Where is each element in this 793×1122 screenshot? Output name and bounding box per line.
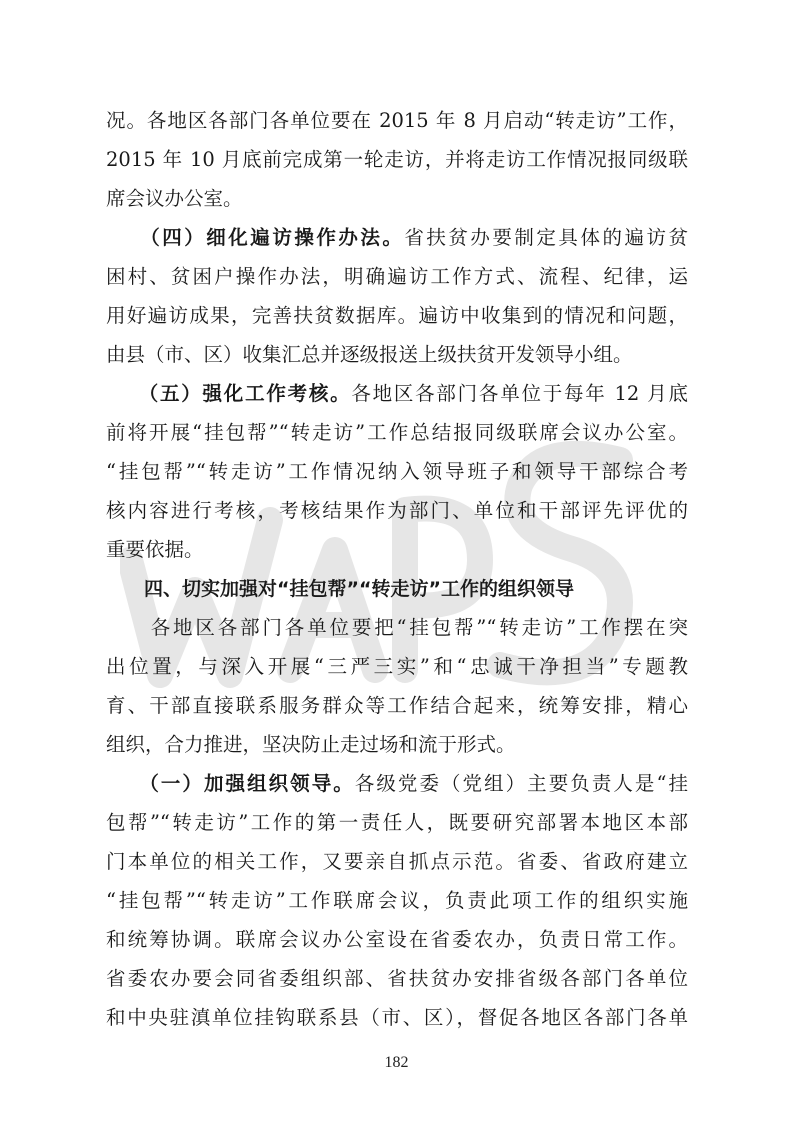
text-line (106, 413, 688, 453)
text-line (106, 218, 688, 258)
subsection-title: （五）强化工作考核。 (106, 382, 352, 405)
line-text: 核内容进行考核，考核结果作为部门、单位和干部评先评优的 (106, 499, 688, 522)
line-text: 重要依据。 (106, 538, 204, 561)
text-line (106, 140, 688, 180)
line-text: 前将开展“挂包帮”“转走访”工作总结报同级联席会议办公室。 (106, 421, 688, 444)
line-text: “挂包帮”“转走访”工作情况纳入领导班子和领导干部综合考 (106, 460, 688, 483)
line-text: “挂包帮”“转走访”工作联席会议，负责此项工作的组织实施 (106, 889, 688, 912)
line-text: 门本单位的相关工作，又要亲自抓点示范。省委、省政府建立 (106, 850, 688, 873)
line-text: 省扶贫办要制定具体的遍访贫 (404, 226, 688, 249)
line-text: 况。各地区各部门各单位要在 2015 年 8 月启动“转走访”工作， (106, 109, 688, 132)
text-line (106, 881, 688, 921)
line-text: 育、干部直接联系服务群众等工作结合起来，统筹安排，精心 (106, 694, 688, 717)
text-line (106, 647, 688, 687)
text-line (106, 920, 688, 960)
text-line (106, 998, 688, 1038)
text-line (106, 335, 688, 375)
line-text: 省委农办要会同省委组织部、省扶贫办安排省级各部门各单位 (106, 967, 688, 990)
text-line (106, 257, 688, 297)
line-text: 各级党委（党组）主要负责人是“挂 (354, 772, 688, 795)
text-line (106, 491, 688, 531)
line-text: 和中央驻滇单位挂钩联系县（市、区），督促各地区各部门各单 (106, 1006, 688, 1029)
line-text: 组织，合力推进，坚决防止走过场和流于形式。 (106, 733, 516, 756)
text-line (106, 452, 688, 492)
section-heading (106, 569, 688, 609)
text-line (106, 686, 688, 726)
line-text: 和统筹协调。联席会议办公室设在省委农办，负责日常工作。 (106, 928, 688, 951)
page-number: 182 (384, 1054, 409, 1071)
subsection-title: （一）加强组织领导。 (106, 772, 355, 795)
line-text: 包帮”“转走访”工作的第一责任人，既要研究部署本地区本部 (106, 811, 688, 834)
text-line (106, 101, 688, 141)
subsection-title: （四）细化遍访操作办法。 (106, 226, 405, 249)
line-text: 出位置，与深入开展“三严三实”和“忠诚干净担当”专题教 (106, 655, 688, 678)
text-line (106, 530, 688, 570)
text-line (106, 296, 688, 336)
line-text: 困村、贫困户操作办法，明确遍访工作方式、流程、纪律，运 (106, 265, 688, 288)
line-text: 2015 年 10 月底前完成第一轮走访，并将走访工作情况报同级联 (106, 148, 688, 171)
text-line (106, 725, 688, 765)
line-text: 由县（市、区）收集汇总并逐级报送上级扶贫开发领导小组。 (106, 343, 633, 366)
text-line (106, 179, 688, 219)
text-line (106, 608, 688, 648)
section-heading-text: 四、切实加强对“挂包帮”“转走访”工作的组织领导 (106, 578, 574, 600)
text-line (106, 959, 688, 999)
line-text: 各地区各部门各单位要把“挂包帮”“转走访”工作摆在突 (106, 616, 688, 639)
line-text: 用好遍访成果，完善扶贫数据库。遍访中收集到的情况和问题， (106, 304, 688, 327)
line-text: 席会议办公室。 (106, 187, 243, 210)
text-line (106, 764, 688, 804)
line-text: 各地区各部门各单位于每年 12 月底 (351, 382, 688, 405)
text-line (106, 842, 688, 882)
text-line (106, 803, 688, 843)
text-line (106, 374, 688, 414)
